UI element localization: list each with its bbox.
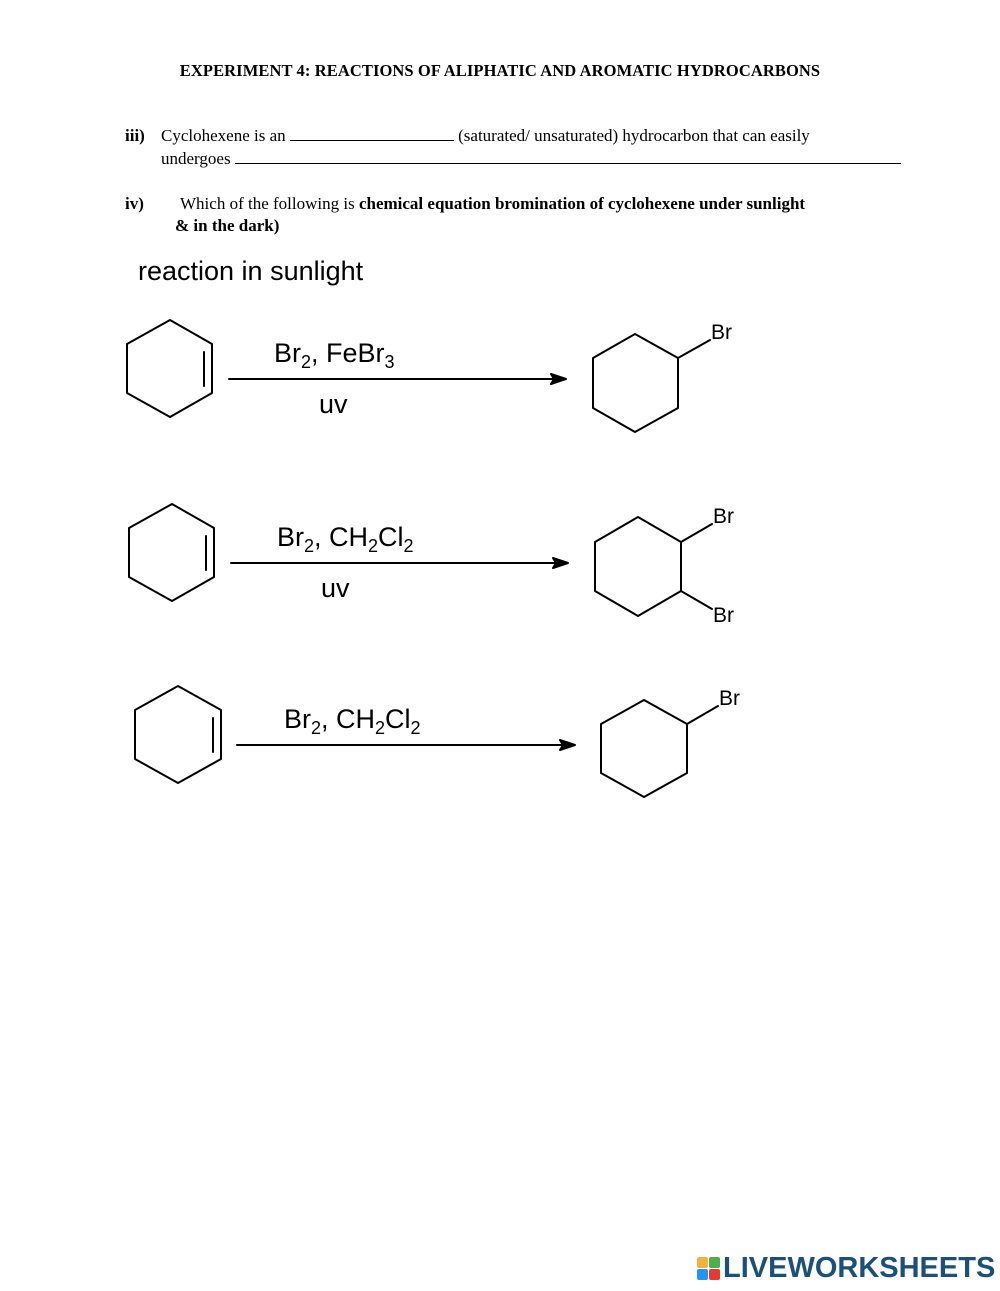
question-iii-line-2: undergoes — [161, 147, 901, 170]
reaction-1-condition: uv — [319, 389, 348, 419]
reaction-arrow-3 — [237, 740, 575, 750]
page-heading: EXPERIMENT 4: REACTIONS OF ALIPHATIC AND AROMATIC HYDROCARBONS — [179, 61, 821, 80]
liveworksheets-logo — [697, 1252, 995, 1284]
reaction-2-condition: uv — [321, 573, 350, 603]
reaction-3-reagents: $Br_2$, $CH_2Cl_2$ — [284, 704, 421, 738]
reactant-cyclohexene-1 — [127, 320, 212, 417]
reaction-2-product-label-bottom: Br — [713, 604, 734, 627]
reactant-cyclohexene-3 — [135, 686, 221, 783]
reaction-arrow-1 — [229, 374, 566, 384]
question-iii-number: iii) — [125, 126, 145, 145]
product-bromocyclohexane-1 — [593, 334, 710, 432]
logo-text: LIVEWORKSHEETS — [723, 1251, 996, 1284]
question-iv-line-1: Which of the following is chemical equation bromination of cyclohexene under sunlight — [180, 194, 806, 213]
reaction-2-product-label-top: Br — [713, 505, 734, 528]
question-iv-line-2: & in the dark) — [175, 216, 280, 235]
reactant-cyclohexene-2 — [129, 504, 214, 601]
reaction-3-product-label: Br — [719, 687, 740, 710]
reaction-section-title: reaction in sunlight — [138, 256, 364, 286]
logo-mark-icon — [697, 1257, 720, 1280]
question-iv-number: iv) — [125, 194, 144, 213]
reaction-2-reagents: $Br_2$, $CH_2Cl_2$ — [277, 522, 414, 556]
question-iii-line-1: Cyclohexene is an (saturated/ unsaturated) hydrocarbon that can easily — [161, 126, 810, 145]
reaction-1-product-label: Br — [711, 321, 732, 344]
product-dibromocyclohexane-2 — [595, 517, 712, 616]
reaction-arrow-2 — [231, 558, 568, 568]
reaction-1-reagents: $Br_2$, FeBr$_3$ — [274, 338, 395, 372]
product-bromocyclohexane-3 — [601, 700, 718, 797]
